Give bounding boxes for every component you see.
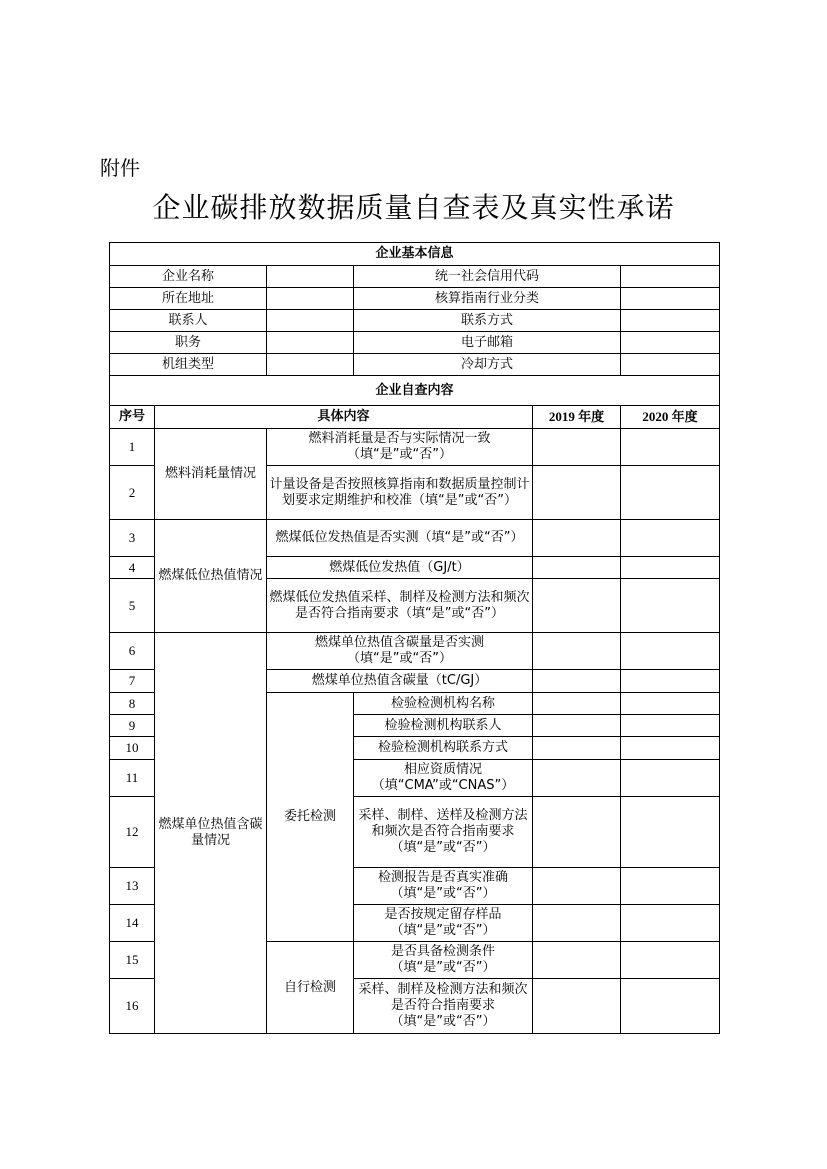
input-credit-code[interactable] <box>621 266 720 288</box>
item-text: 检验检测机构联系方式 <box>354 737 533 760</box>
label-position: 职务 <box>110 332 267 354</box>
input-2019[interactable] <box>533 693 621 715</box>
row-no: 4 <box>110 557 155 579</box>
input-2019[interactable] <box>533 737 621 760</box>
item-text: 计量设备是否按照核算指南和数据质量控制计划要求定期维护和校准（填“是”或“否”） <box>267 466 533 520</box>
label-industry-class: 核算指南行业分类 <box>354 288 621 310</box>
input-2020[interactable] <box>621 429 720 466</box>
row-no: 15 <box>110 942 155 979</box>
input-company-name[interactable] <box>267 266 354 288</box>
input-2019[interactable] <box>533 557 621 579</box>
input-2020[interactable] <box>621 633 720 670</box>
row-no: 10 <box>110 737 155 760</box>
input-industry-class[interactable] <box>621 288 720 310</box>
label-contact-method: 联系方式 <box>354 310 621 332</box>
input-2019[interactable] <box>533 520 621 557</box>
input-2020[interactable] <box>621 579 720 633</box>
item-text: 是否具备检测条件（填“是”或“否”） <box>354 942 533 979</box>
self-check-header: 企业自查内容 <box>110 376 720 406</box>
input-2019[interactable] <box>533 429 621 466</box>
input-2019[interactable] <box>533 905 621 942</box>
input-2020[interactable] <box>621 905 720 942</box>
item-text: 燃煤单位热值含碳量是否实测（填“是”或“否”） <box>267 633 533 670</box>
row-no: 6 <box>110 633 155 670</box>
input-2020[interactable] <box>621 979 720 1034</box>
page-title: 企业碳排放数据质量自查表及真实性承诺 <box>152 191 675 224</box>
input-contact-method[interactable] <box>621 310 720 332</box>
input-2020[interactable] <box>621 942 720 979</box>
input-2019[interactable] <box>533 579 621 633</box>
input-unit-type[interactable] <box>267 354 354 376</box>
item-text: 采样、制样及检测方法和频次是否符合指南要求（填“是”或“否”） <box>354 979 533 1034</box>
input-2020[interactable] <box>621 737 720 760</box>
row-no: 11 <box>110 760 155 797</box>
input-2019[interactable] <box>533 942 621 979</box>
label-credit-code: 统一社会信用代码 <box>354 266 621 288</box>
group-carbon-content: 燃煤单位热值含碳量情况 <box>155 633 267 1034</box>
input-2020[interactable] <box>621 693 720 715</box>
row-no: 7 <box>110 670 155 693</box>
row-no: 12 <box>110 797 155 868</box>
row-no: 16 <box>110 979 155 1034</box>
row-no: 9 <box>110 715 155 737</box>
self-check-form <box>109 242 720 1034</box>
item-text: 燃煤低位发热值（GJ/t） <box>267 557 533 579</box>
group-ncv: 燃煤低位热值情况 <box>155 520 267 633</box>
row-no: 1 <box>110 429 155 466</box>
input-2020[interactable] <box>621 760 720 797</box>
label-email: 电子邮箱 <box>354 332 621 354</box>
label-cooling-method: 冷却方式 <box>354 354 621 376</box>
subgroup-self-testing: 自行检测 <box>267 942 354 1034</box>
input-2019[interactable] <box>533 979 621 1034</box>
item-text: 燃煤低位发热值是否实测（填“是”或“否”） <box>267 520 533 557</box>
input-2020[interactable] <box>621 715 720 737</box>
item-text: 是否按规定留存样品（填“是”或“否”） <box>354 905 533 942</box>
input-2020[interactable] <box>621 520 720 557</box>
input-2020[interactable] <box>621 868 720 905</box>
input-2019[interactable] <box>533 466 621 520</box>
label-unit-type: 机组类型 <box>110 354 267 376</box>
label-company-name: 企业名称 <box>110 266 267 288</box>
item-text: 检测报告是否真实准确（填“是”或“否”） <box>354 868 533 905</box>
input-2020[interactable] <box>621 557 720 579</box>
input-2020[interactable] <box>621 670 720 693</box>
input-2019[interactable] <box>533 670 621 693</box>
row-no: 13 <box>110 868 155 905</box>
input-2020[interactable] <box>621 797 720 868</box>
row-no: 2 <box>110 466 155 520</box>
input-position[interactable] <box>267 332 354 354</box>
input-2020[interactable] <box>621 466 720 520</box>
col-header-no: 序号 <box>110 406 155 429</box>
item-text: 燃煤低位发热值采样、制样及检测方法和频次是否符合指南要求（填“是”或“否”） <box>267 579 533 633</box>
item-text: 燃料消耗量是否与实际情况一致（填“是”或“否”） <box>267 429 533 466</box>
basic-info-header: 企业基本信息 <box>110 243 720 266</box>
item-text: 燃煤单位热值含碳量（tC/GJ） <box>267 670 533 693</box>
row-no: 5 <box>110 579 155 633</box>
item-text: 检验检测机构名称 <box>354 693 533 715</box>
input-2019[interactable] <box>533 633 621 670</box>
input-2019[interactable] <box>533 760 621 797</box>
item-text: 采样、制样、送样及检测方法和频次是否符合指南要求（填“是”或“否”） <box>354 797 533 868</box>
row-no: 3 <box>110 520 155 557</box>
label-contact-person: 联系人 <box>110 310 267 332</box>
group-fuel-consumption: 燃料消耗量情况 <box>155 429 267 520</box>
input-2019[interactable] <box>533 868 621 905</box>
input-2019[interactable] <box>533 715 621 737</box>
input-email[interactable] <box>621 332 720 354</box>
item-text: 检验检测机构联系人 <box>354 715 533 737</box>
subgroup-entrusted-testing: 委托检测 <box>267 693 354 942</box>
col-header-2019: 2019 年度 <box>533 406 621 429</box>
input-address[interactable] <box>267 288 354 310</box>
col-header-content: 具体内容 <box>155 406 533 429</box>
col-header-2020: 2020 年度 <box>621 406 720 429</box>
input-cooling-method[interactable] <box>621 354 720 376</box>
item-text: 相应资质情况（填“CMA”或“CNAS”） <box>354 760 533 797</box>
input-contact-person[interactable] <box>267 310 354 332</box>
input-2019[interactable] <box>533 797 621 868</box>
annex-label: 附件 <box>100 156 140 180</box>
row-no: 14 <box>110 905 155 942</box>
label-address: 所在地址 <box>110 288 267 310</box>
row-no: 8 <box>110 693 155 715</box>
